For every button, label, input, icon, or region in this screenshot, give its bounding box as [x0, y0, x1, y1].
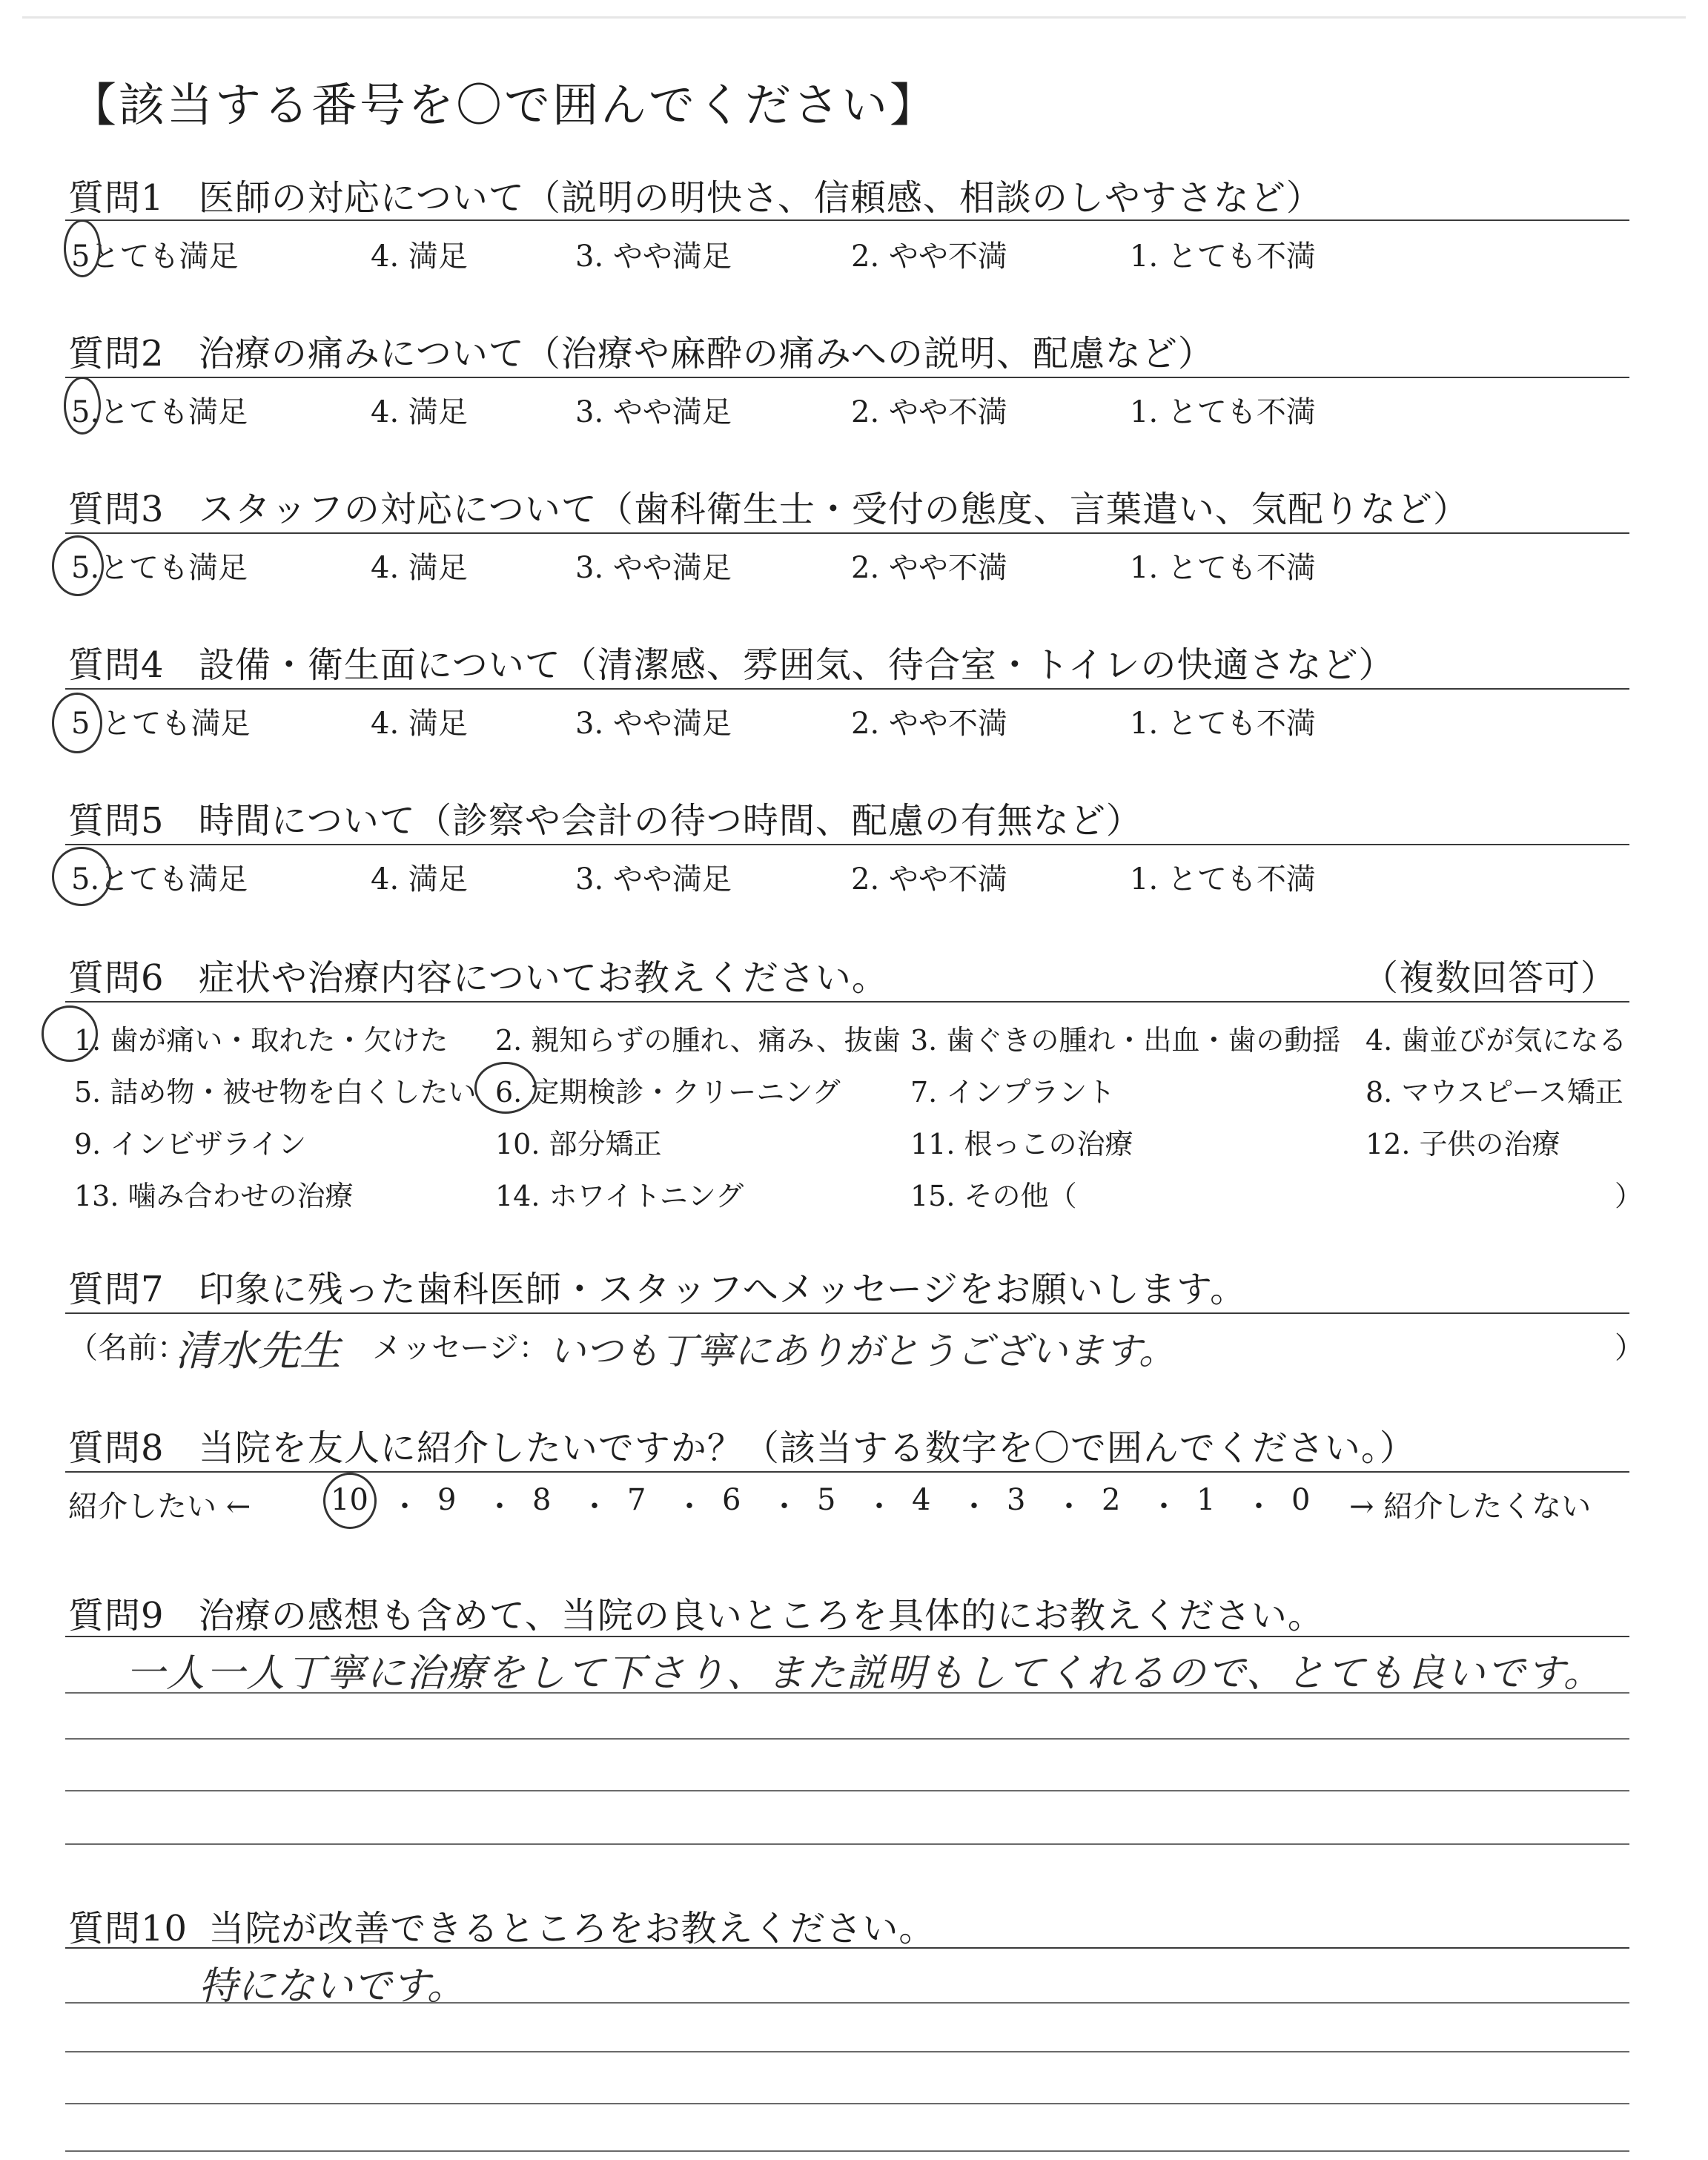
q8-scale-10[interactable]: 10: [331, 1483, 368, 1517]
q1-option-5[interactable]: 5とても満足: [71, 240, 239, 274]
question-1-rule: [65, 219, 1629, 221]
q6-item-15-close: ）: [1615, 1180, 1644, 1212]
q2-option-1[interactable]: 1. とても不満: [1130, 395, 1316, 429]
q5-option-1[interactable]: 1. とても不満: [1130, 862, 1316, 896]
q6-item-2[interactable]: 2. 親知らずの腫れ、痛み、抜歯: [495, 1024, 901, 1057]
question-3: [68, 480, 1469, 532]
q5-option-3[interactable]: 3. やや満足: [575, 862, 732, 896]
q3-option-2[interactable]: 2. やや不満: [851, 551, 1007, 585]
question-9-rule: [65, 1636, 1629, 1637]
q6-item-12[interactable]: 12. 子供の治療: [1366, 1128, 1560, 1160]
q6-item-10[interactable]: 10. 部分矯正: [495, 1128, 662, 1160]
question-3-label: 質問3: [68, 489, 165, 530]
q2-option-4[interactable]: 4. 満足: [371, 395, 468, 429]
question-5-rule: [65, 844, 1629, 845]
q4-option-3[interactable]: 3. やや満足: [575, 707, 732, 741]
q8-separator: ・: [959, 1490, 989, 1524]
q6-item-5[interactable]: 5. 詰め物・被せ物を白くしたい: [74, 1076, 477, 1109]
q6-item-1[interactable]: 1. 歯が痛い・取れた・欠けた: [74, 1024, 448, 1057]
q6-item-4[interactable]: 4. 歯並びが気になる: [1366, 1024, 1627, 1057]
question-4: [68, 636, 1394, 687]
question-6-label: 質問6: [68, 957, 165, 999]
q8-scale-7[interactable]: 7: [627, 1483, 646, 1517]
q8-separator: ・: [1244, 1490, 1274, 1524]
q8-scale-9[interactable]: 9: [437, 1483, 457, 1517]
q4-option-2[interactable]: 2. やや不満: [851, 707, 1007, 741]
q8-separator: ・: [390, 1490, 420, 1524]
q7-close-paren: ）: [1615, 1331, 1644, 1365]
form-title: 【該当する番号を〇で囲んでください】: [70, 78, 939, 132]
q8-separator: ・: [769, 1490, 799, 1524]
q8-scale-6[interactable]: 6: [722, 1483, 741, 1517]
question-2-label: 質問2: [68, 333, 165, 374]
q8-scale-5[interactable]: 5: [817, 1483, 836, 1517]
question-4-text: 設備・衛生面について（清潔感、雰囲気、待合室・トイレの快適さなど）: [198, 644, 1395, 686]
q8-scale-2[interactable]: 2: [1102, 1483, 1121, 1517]
q6-item-13[interactable]: 13. 噛み合わせの治療: [74, 1180, 354, 1212]
q6-item-8[interactable]: 8. マウスピース矯正: [1366, 1076, 1623, 1109]
q6-item-6-selection-circle: [474, 1062, 537, 1114]
q6-item-9[interactable]: 9. インビザライン: [74, 1128, 307, 1160]
q1-option-1[interactable]: 1. とても不満: [1130, 240, 1316, 274]
q4-option-5[interactable]: 5 とても満足: [71, 707, 251, 741]
q8-scale-0[interactable]: 0: [1291, 1483, 1311, 1517]
question-6-note: （複数回答可）: [1363, 957, 1618, 999]
question-7-text: 印象に残った歯科医師・スタッフへメッセージをお願いします。: [198, 1269, 1247, 1310]
q4-option-4[interactable]: 4. 満足: [371, 707, 468, 741]
question-7-label: 質問7: [68, 1269, 165, 1310]
question-2: [68, 325, 1214, 376]
q9-answer-line: [65, 1738, 1629, 1740]
q9-answer-line: [65, 1692, 1629, 1694]
q3-option-1[interactable]: 1. とても不満: [1130, 551, 1316, 585]
question-5-text: 時間について（診察や会計の待つ時間、配慮の有無など）: [198, 800, 1142, 842]
q6-item-15[interactable]: 15. その他（: [910, 1180, 1077, 1212]
q8-separator: ・: [580, 1490, 609, 1524]
question-10-text: 当院が改善できるところをお教えください。: [208, 1908, 936, 1949]
q6-item-7[interactable]: 7. インプラント: [910, 1076, 1116, 1109]
q1-option-3[interactable]: 3. やや満足: [575, 240, 732, 274]
question-6: [68, 949, 888, 1000]
q6-item-11[interactable]: 11. 根っこの治療: [910, 1128, 1133, 1160]
q10-answer[interactable]: 特にないです。: [199, 1964, 466, 2009]
question-4-rule: [65, 688, 1629, 690]
q8-left-label: 紹介したい ←: [68, 1490, 251, 1524]
q8-right-label: → 紹介したくない: [1349, 1490, 1592, 1524]
q3-option-3[interactable]: 3. やや満足: [575, 551, 732, 585]
q8-scale-3[interactable]: 3: [1007, 1483, 1026, 1517]
question-6-text: 症状や治療内容についてお教えください。: [198, 957, 888, 999]
question-10-label: 質問10: [68, 1908, 188, 1949]
q8-separator: ・: [864, 1490, 894, 1524]
question-2-text: 治療の痛みについて（治療や麻酔の痛みへの説明、配慮など）: [198, 333, 1214, 374]
question-7: [68, 1261, 1246, 1312]
q2-option-2[interactable]: 2. やや不満: [851, 395, 1007, 429]
q5-selection-circle: [52, 847, 111, 906]
question-9-label: 質問9: [68, 1595, 165, 1636]
question-6-rule: [65, 1001, 1629, 1003]
q3-option-5[interactable]: 5.とても満足: [71, 551, 248, 585]
q6-item-1-selection-circle: [42, 1005, 98, 1062]
question-1-label: 質問1: [68, 177, 165, 219]
question-4-label: 質問4: [68, 644, 165, 686]
question-2-rule: [65, 377, 1629, 378]
q9-answer-line: [65, 1843, 1629, 1845]
q8-scale-1[interactable]: 1: [1196, 1483, 1216, 1517]
q2-option-3[interactable]: 3. やや満足: [575, 395, 732, 429]
q1-option-2[interactable]: 2. やや不満: [851, 240, 1007, 274]
q8-scale-4[interactable]: 4: [912, 1483, 931, 1517]
q7-message-label: メッセージ：: [372, 1331, 549, 1365]
q2-option-5[interactable]: 5.とても満足: [71, 395, 248, 429]
question-8-text: 当院を友人に紹介したいですか？（該当する数字を〇で囲んでください。）: [198, 1427, 1416, 1469]
q5-option-4[interactable]: 4. 満足: [371, 862, 468, 896]
question-1: [68, 169, 1323, 220]
q10-answer-line: [65, 2051, 1629, 2052]
q1-selection-circle: [64, 219, 101, 277]
question-1-text: 医師の対応について（説明の明快さ、信頼感、相談のしやすさなど）: [198, 177, 1323, 219]
q4-option-1[interactable]: 1. とても不満: [1130, 707, 1316, 741]
q9-answer-line: [65, 1790, 1629, 1791]
question-9: [68, 1587, 1324, 1638]
q6-item-6[interactable]: 6. 定期検診・クリーニング: [495, 1076, 841, 1109]
q8-separator: ・: [1149, 1490, 1179, 1524]
q10-answer-line: [65, 2103, 1629, 2104]
q9-answer[interactable]: 一人一人丁寧に治療をして下さり、また説明もしてくれるので、とても良いです。: [126, 1651, 1603, 1696]
question-9-text: 治療の感想も含めて、当院の良いところを具体的にお教えください。: [198, 1595, 1324, 1636]
question-10-rule: [65, 1947, 1629, 1949]
q8-separator: ・: [675, 1490, 704, 1524]
q7-name-answer[interactable]: 清水先生: [175, 1327, 341, 1375]
page-top-edge: [22, 16, 1686, 19]
question-3-text: スタッフの対応について（歯科衛生士・受付の態度、言葉遣い、気配りなど）: [198, 489, 1469, 530]
question-7-rule: [65, 1312, 1629, 1314]
q2-selection-circle: [64, 377, 101, 435]
q7-name-label: （名前：: [68, 1331, 187, 1365]
question-5: [68, 792, 1142, 843]
question-8: [68, 1419, 1416, 1470]
q8-separator: ・: [1054, 1490, 1084, 1524]
q8-separator: ・: [485, 1490, 514, 1524]
question-8-label: 質問8: [68, 1427, 165, 1469]
q6-item-3[interactable]: 3. 歯ぐきの腫れ・出血・歯の動揺: [910, 1024, 1341, 1057]
q8-scale-8[interactable]: 8: [532, 1483, 552, 1517]
q5-option-5[interactable]: 5.とても満足: [71, 862, 248, 896]
q4-selection-circle: [52, 693, 102, 753]
q6-item-14[interactable]: 14. ホワイトニング: [495, 1180, 744, 1212]
q8-selection-circle: [323, 1473, 377, 1529]
q10-answer-line: [65, 2150, 1629, 2152]
question-10: [68, 1900, 935, 1951]
q3-option-4[interactable]: 4. 満足: [371, 551, 468, 585]
question-8-rule: [65, 1471, 1629, 1473]
q3-selection-circle: [52, 535, 104, 596]
q5-option-2[interactable]: 2. やや不満: [851, 862, 1007, 896]
q7-message-answer[interactable]: いつも丁寧にありがとうございます。: [549, 1330, 1176, 1373]
question-3-rule: [65, 532, 1629, 534]
question-5-label: 質問5: [68, 800, 165, 842]
q1-option-4[interactable]: 4. 満足: [371, 240, 468, 274]
q10-answer-line: [65, 2002, 1629, 2004]
